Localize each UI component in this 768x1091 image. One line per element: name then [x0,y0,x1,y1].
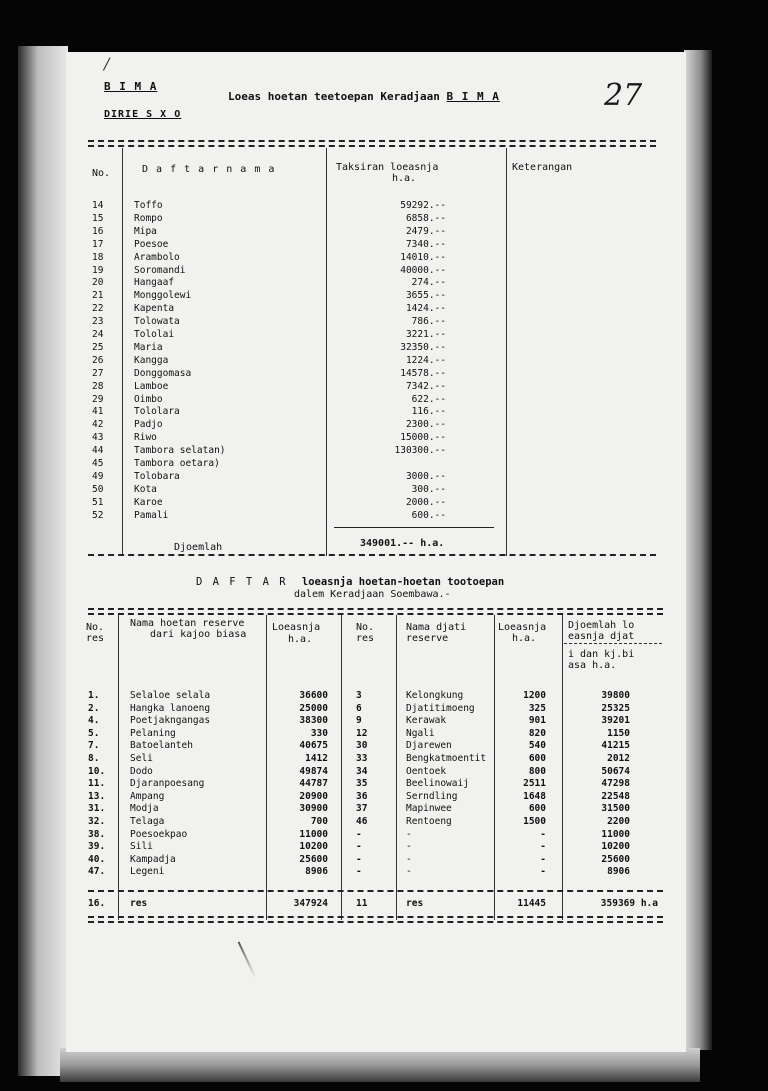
table1-row-name: Tololara [134,406,180,418]
table2-row-djati: Serndling [406,790,458,802]
table2-row-djarea: 600 [528,803,546,815]
table2-row-name: Telaga [130,816,165,827]
table2-row-resno: 34 [356,765,368,777]
table2-row-total: 41215 [601,740,630,752]
table1-sum-line [334,527,494,528]
table2-total-djati: res [406,898,424,909]
table2-top-border-2 [88,613,663,615]
table2-divider-1 [118,615,119,920]
table2-row-total: 2012 [607,753,630,764]
table1-row-no: 50 [92,483,104,495]
table2-row-name: Batoelanteh [130,740,193,752]
table2-row-djarea: 820 [528,727,546,739]
table1-row-area: 116.-- [411,406,446,418]
table2-bottom-border [88,916,663,918]
table2-row-area: 330 [310,727,328,739]
table1-row-name: Donggomasa [134,367,192,379]
table1-row-name: Tololai [134,329,175,340]
table2-row-djati: Beelinowaij [406,778,469,790]
table1-row-no: 51 [92,496,104,508]
table1-row-no: 28 [92,380,104,392]
table2-row-area: 38300 [299,715,328,727]
table2-row-resno: 36 [356,790,368,802]
table1-row-area: 274.-- [411,277,446,289]
table2-row-area: 40675 [299,740,328,752]
table2-row-djarea: 1500 [523,816,546,827]
table2-row-resno: 12 [356,727,368,739]
table2-row-area: 25600 [299,853,328,865]
table1-row-name: Soromandi [134,264,186,276]
table1-row-area: 59292.-- [400,200,446,211]
table2-row-djati: - [406,866,412,878]
table1-row-area: 3221.-- [405,329,446,340]
table1-row-no: 42 [92,419,104,431]
table2-row-total: 2200 [607,816,630,827]
table2-header-no-2: res [86,633,105,644]
table2-row-no: 38. [88,828,106,840]
table2-row-djati: - [406,828,412,840]
table1-row-name: Kota [134,483,157,495]
table1-row-area: 2300.-- [405,419,446,431]
table2-row-djati: - [406,841,412,853]
table2-row-no: 5. [88,727,100,739]
table1-top-border-2 [88,145,656,147]
table1-divider-name [326,148,327,556]
table2-row-resno: 33 [356,753,368,764]
table2-header-area: Loeasnja [272,622,321,633]
table2-row-area: 44787 [299,778,328,790]
table2-divider-4 [396,615,397,920]
table2-row-area: 700 [310,816,328,827]
table2-header-djati-2: reserve [406,633,449,644]
table1-row-area: 786.-- [411,316,446,328]
table1-row-area: 300.-- [411,483,446,495]
table2-row-no: 7. [88,740,100,752]
table1-row-area: 130300.-- [394,445,446,457]
table2-header-djarea: Loeasnja [498,622,547,633]
table2-row-area: 49874 [299,765,328,777]
table1-row-area: 14010.-- [400,251,446,263]
table1-row-area: 622.-- [411,393,446,405]
table1-row-no: 44 [92,445,104,457]
table2-bottom-border-2 [88,921,663,923]
table2-row-area: 25000 [299,702,328,714]
table1-row-name: Padjo [134,419,163,431]
table2-total-area: 347924 [293,898,328,909]
table2-row-djati: Kerawak [406,715,447,727]
table2-row-name: Modja [130,803,159,815]
table2-row-djarea: 901 [528,715,546,727]
table2-row-resno: - [356,866,362,878]
table2-row-total: 50674 [601,765,630,777]
table2-row-name: Legeni [130,866,165,878]
table2-row-djati: Mapinwee [406,803,452,815]
table2-row-resno: 35 [356,778,368,790]
table2-title-daftar: D A F T A R [196,576,288,588]
table2-row-total: 39800 [601,690,630,701]
table2-divider-5 [494,615,495,920]
table1-row-name: Lamboe [134,380,169,392]
table2-row-total: 10200 [601,841,630,853]
table2-row-djarea: - [540,841,546,853]
table1-row-no: 15 [92,212,104,224]
table2-header-total-2: easnja djat [568,631,635,642]
table1-row-no: 16 [92,225,104,237]
table2-row-total: 25600 [601,853,630,865]
table2-total-resno: 11 [356,898,368,909]
table1-row-no: 23 [92,316,104,328]
table2-row-djarea: 600 [528,753,546,764]
table2-header-resno-2: res [356,633,375,644]
pen-stroke-mark [238,941,257,978]
table1-row-no: 14 [92,200,104,211]
table1-row-no: 22 [92,303,104,315]
table2-row-no: 4. [88,715,100,727]
table2-title-text: loeasnja hoetan-hoetan tootoepan [301,576,505,588]
table2-row-name: Pelaning [130,727,176,739]
book-edge-right [684,50,712,1050]
table2-row-djarea: - [540,853,546,865]
table2-row-name: Ampang [130,790,165,802]
table1-row-name: Tambora oetara) [134,458,220,469]
table2-row-name: Seli [130,753,153,764]
table2-row-name: Selaloe selala [130,690,211,701]
table1-row-area: 1224.-- [405,354,446,366]
table2-row-djati: Oentoek [406,765,447,777]
table1-row-area: 7340.-- [405,238,446,250]
table2-row-djati: Djatitimoeng [406,702,475,714]
table2-header-area-2: h.a. [288,634,313,645]
table2-row-djati: Kelongkung [406,690,464,701]
table2-row-resno: 30 [356,740,368,752]
table1-row-no: 24 [92,329,104,340]
document-page [66,52,686,1052]
table1-row-area: 7342.-- [405,380,446,392]
table2-header-total-3: i dan kj.bi [568,649,635,660]
table2-row-djarea: 2511 [523,778,546,790]
page-number: 27 [604,78,643,113]
table1-row-no: 29 [92,393,104,405]
table2-top-border [88,608,663,610]
table2-row-no: 11. [88,778,106,790]
table2-row-djati: Rentoeng [406,816,452,827]
table2-row-area: 1412 [305,753,328,764]
table2-row-djati: Ngali [406,727,435,739]
table2-row-djarea: - [540,866,546,878]
table2-row-area: 20900 [299,790,328,802]
table1-divider-area [506,148,507,556]
table1-row-no: 49 [92,470,104,482]
table1-row-name: Tolowata [134,316,180,328]
table2-total-djarea: 11445 [517,898,546,909]
table2-row-djarea: 1648 [523,790,546,802]
table2-title-line2: dalem Keradjaan Soembawa.- [294,589,451,600]
table1-row-area: 3655.-- [405,290,446,302]
page-title-text: Loeas hoetan teetoepan Keradjaan [228,90,440,103]
table2-total-no: 16. [88,898,106,909]
table2-total-total: 359369 h.a [600,898,658,909]
table1-row-name: Mipa [134,225,157,237]
table2-row-resno: 37 [356,803,368,815]
table1-header-area-unit: h.a. [392,173,417,184]
table2-header-subline [564,643,662,644]
table1-row-no: 21 [92,290,104,302]
table2-title-line1 [196,576,504,588]
table2-row-no: 47. [88,866,106,878]
table2-header-total-4: asa h.a. [568,660,617,671]
table2-row-resno: - [356,828,362,840]
table1-row-name: Poesoe [134,238,169,250]
region-label: B I M A [104,80,158,93]
table1-row-no: 43 [92,432,104,444]
table1-row-name: Riwo [134,432,157,444]
table2-row-total: 22548 [601,790,630,802]
table1-row-name: Toffo [134,200,163,211]
table2-row-area: 8906 [305,866,328,878]
table1-row-name: Oimbo [134,393,163,405]
table1-row-name: Pamali [134,509,169,521]
table2-row-name: Poesoekpao [130,828,188,840]
region-sub-label: DIRIE S X O [104,109,182,120]
table1-row-area: 15000.-- [400,432,446,444]
table2-row-resno: 9 [356,715,362,727]
table2-row-djati: Bengkatmoentit [406,753,487,764]
table2-row-no: 39. [88,841,106,853]
table2-divider-2 [266,615,267,920]
table1-row-no: 52 [92,509,104,521]
table2-row-resno: 6 [356,702,362,714]
table2-header-djarea-2: h.a. [512,633,537,644]
table2-row-name: Djaranpoesang [130,778,205,790]
table1-row-area [356,458,446,470]
table1-row-name: Monggolewi [134,290,192,302]
table1-row-name: Tambora selatan) [134,445,226,457]
table2-row-djati: Djarewen [406,740,452,752]
table2-row-total: 8906 [607,866,630,878]
table1-row-area: 1424.-- [405,303,446,315]
table2-row-djarea: - [540,828,546,840]
table2-row-area: 36600 [299,690,328,701]
table2-row-resno: 46 [356,816,368,827]
table2-row-no: 32. [88,816,106,827]
table2-row-name: Dodo [130,765,153,777]
table2-row-name: Poetjakngangas [130,715,211,727]
table2-row-no: 13. [88,790,106,802]
table1-row-area: 6858.-- [405,212,446,224]
table2-row-no: 2. [88,702,100,714]
table1-row-name: Rompo [134,212,163,224]
table1-row-name: Maria [134,341,163,353]
table1-row-no: 26 [92,354,104,366]
table2-row-area: 10200 [299,841,328,853]
table2-row-no: 31. [88,803,106,815]
table2-divider-6 [562,615,563,920]
table1-divider-no [122,148,123,556]
table2-row-name: Sili [130,841,153,853]
table2-row-djarea: 1200 [523,690,546,701]
book-edge-bottom [60,1048,700,1082]
table2-row-djati: - [406,853,412,865]
table1-header-no: No. [92,168,111,179]
table1-total-label: Djoemlah [174,542,223,553]
table2-header-resno: No. [356,622,375,633]
table2-row-djarea: 540 [528,740,546,752]
table2-row-name: Hangka lanoeng [130,702,211,714]
table2-header-name: Nama hoetan reserve [130,618,245,629]
table1-row-no: 25 [92,341,104,353]
table2-total-top-border [88,890,663,892]
table2-row-resno: - [356,853,362,865]
table1-row-name: Hangaaf [134,277,175,289]
table2-row-no: 10. [88,765,106,777]
table1-bottom-border [88,554,656,556]
book-spine-left [18,46,68,1076]
table1-row-no: 19 [92,264,104,276]
table2-divider-3 [341,615,342,920]
table1-header-name: D a f t a r n a m a [142,164,276,175]
table1-row-name: Tolobara [134,470,180,482]
table2-row-djarea: 800 [528,765,546,777]
table2-header-djati: Nama djati [406,622,467,633]
table2-row-total: 39201 [601,715,630,727]
table1-row-no: 45 [92,458,104,469]
table1-row-area: 14578.-- [400,367,446,379]
table1-top-border [88,140,656,142]
table2-header-name-2: dari kajoo biasa [150,629,247,640]
table1-header-area: Taksiran loeasnja [336,162,439,173]
table1-row-area: 3000.-- [405,470,446,482]
pencil-mark: / [104,54,110,73]
table2-total-name: res [130,898,148,909]
table2-row-resno: - [356,841,362,853]
table1-row-area: 2000.-- [405,496,446,508]
table1-row-area: 600.-- [411,509,446,521]
table2-row-djarea: 325 [528,702,546,714]
table2-row-resno: 3 [356,690,362,701]
table2-row-total: 25325 [601,702,630,714]
table1-row-area: 32350.-- [400,341,446,353]
table1-row-no: 20 [92,277,104,289]
page-title [228,90,500,103]
table2-row-total: 11000 [601,828,630,840]
table2-row-area: 11000 [299,828,328,840]
table2-row-total: 1150 [607,727,630,739]
table2-row-name: Kampadja [130,853,176,865]
table2-row-total: 31500 [601,803,630,815]
table2-row-area: 30900 [299,803,328,815]
table1-header-note: Keterangan [512,162,573,173]
table1-row-area: 40000.-- [400,264,446,276]
table2-row-no: 1. [88,690,100,701]
table1-row-no: 17 [92,238,104,250]
table1-row-name: Arambolo [134,251,180,263]
table2-row-no: 8. [88,753,100,764]
table1-row-name: Kangga [134,354,169,366]
table1-row-no: 41 [92,406,104,418]
table2-header-total: Djoemlah lo [568,620,635,631]
table2-row-total: 47298 [601,778,630,790]
table1-total-value: 349001.-- h.a. [360,538,445,549]
table2-row-no: 40. [88,853,106,865]
page-title-region: B I M A [446,90,500,103]
table1-row-name: Kapenta [134,303,175,315]
table1-row-no: 18 [92,251,104,263]
table2-header-no: No. [86,622,105,633]
table1-row-no: 27 [92,367,104,379]
table1-row-name: Karoe [134,496,163,508]
table1-row-area: 2479.-- [405,225,446,237]
